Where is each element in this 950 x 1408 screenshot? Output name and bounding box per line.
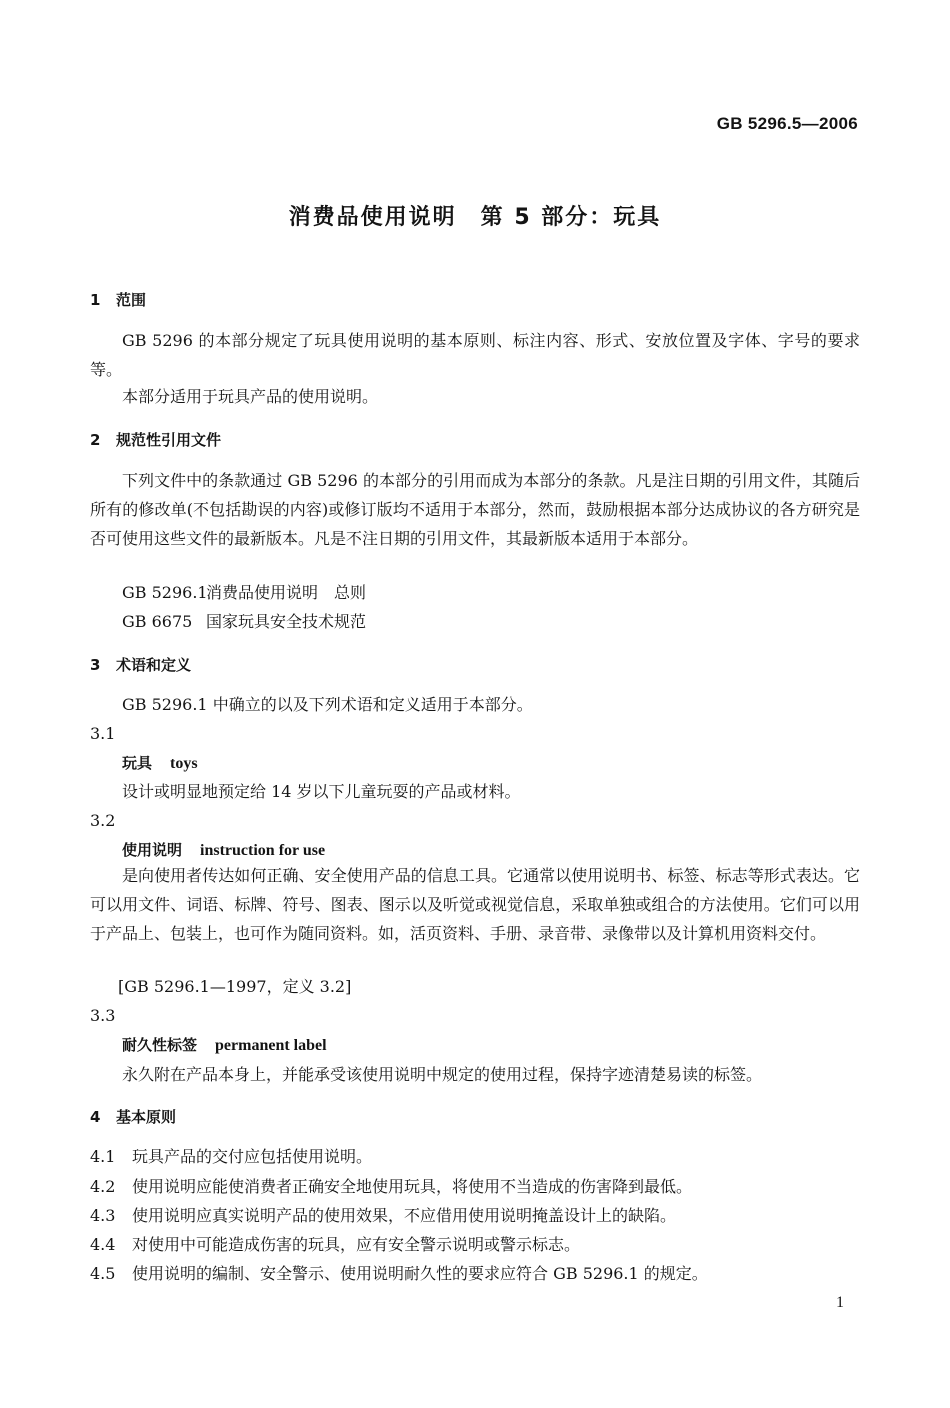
term-en: instruction for use <box>200 842 326 859</box>
clause-text: 对使用中可能造成伤害的玩具，应有安全警示说明或警示标志。 <box>132 1235 581 1254</box>
clause-number: 4.3 <box>90 1206 116 1225</box>
clause <box>90 1235 580 1255</box>
clause-number: 4.4 <box>90 1235 116 1254</box>
section-2-heading <box>90 430 221 450</box>
reference-code: GB 5296.1 <box>122 583 208 602</box>
section-title: 规范性引用文件 <box>116 431 222 449</box>
term-number: 3.3 <box>90 1006 116 1025</box>
term-number: 3.2 <box>90 811 116 830</box>
term-zh: 耐久性标签 <box>122 1036 198 1054</box>
page-number: 1 <box>836 1294 844 1311</box>
paragraph: GB 5296.1 中确立的以及下列术语和定义适用于本部分。 <box>122 695 533 714</box>
section-title: 范围 <box>116 291 147 309</box>
term-en: permanent label <box>215 1037 327 1054</box>
clause-text: 使用说明应真实说明产品的使用效果，不应借用使用说明掩盖设计上的缺陷。 <box>132 1206 677 1225</box>
term-entry <box>122 1035 327 1056</box>
reference-title: 国家玩具安全技术规范 <box>206 612 367 631</box>
section-3-heading <box>90 655 191 675</box>
section-number: 2 <box>90 431 101 449</box>
term-definition: 永久附在产品本身上，并能承受该使用说明中规定的使用过程，保持字迹清楚易读的标签。 <box>122 1065 763 1084</box>
clause-number: 4.1 <box>90 1147 116 1166</box>
term-definition: 设计或明显地预定给 14 岁以下儿童玩耍的产品或材料。 <box>122 782 521 801</box>
standard-code: GB 5296.5—2006 <box>716 114 858 133</box>
reference-title: 消费品使用说明 总则 <box>206 583 367 602</box>
term-zh: 使用说明 <box>122 841 183 859</box>
section-title: 基本原则 <box>116 1108 177 1126</box>
paragraph: GB 5296 的本部分规定了玩具使用说明的基本原则、标注内容、形式、安放位置及字体、字号的要求等。 <box>90 331 860 379</box>
clause-text: 玩具产品的交付应包括使用说明。 <box>132 1147 373 1166</box>
term-zh: 玩具 <box>122 754 153 772</box>
section-number: 1 <box>90 291 101 309</box>
section-title: 术语和定义 <box>116 656 192 674</box>
term-source: [GB 5296.1—1997，定义 3.2] <box>118 977 352 996</box>
reference-code: GB 6675 <box>122 612 193 631</box>
section-number: 4 <box>90 1108 101 1126</box>
section-4-heading <box>90 1107 176 1127</box>
term-entry <box>122 753 198 774</box>
clause-number: 4.5 <box>90 1264 116 1283</box>
section-number: 3 <box>90 656 101 674</box>
clause <box>90 1147 372 1167</box>
term-entry <box>122 840 325 861</box>
paragraph: 下列文件中的条款通过 GB 5296 的本部分的引用而成为本部分的条款。凡是注日期的引用文件，其随后所有的修改单(不包括勘误的内容)或修订版均不适用于本部分，然而，鼓励根据本部分达成协议的各方研究是否可使用这些文件的最新版本。凡是不注日期的引用文件，其最新版本适用于本部分。 <box>90 471 860 548</box>
clause-text: 使用说明的编制、安全警示、使用说明耐久性的要求应符合 GB 5296.1 的规定。 <box>132 1264 708 1283</box>
reference-item <box>122 612 366 632</box>
clause <box>90 1206 676 1226</box>
paragraph: 本部分适用于玩具产品的使用说明。 <box>122 387 379 406</box>
term-definition: 是向使用者传达如何正确、安全使用产品的信息工具。它通常以使用说明书、标签、标志等形式表达。它可以用文件、词语、标牌、符号、图表、图示以及听觉或视觉信息，采取单独或组合的方法使用。它们可以用于产品上、包装上，也可作为随同资料。如，活页资料、手册、录音带、录像带以及计算机用资料交付。 <box>90 866 860 943</box>
document-title: 消费品使用说明 第 5 部分：玩具 <box>288 205 662 230</box>
clause-text: 使用说明应能使消费者正确安全地使用玩具，将使用不当造成的伤害降到最低。 <box>132 1177 693 1196</box>
clause <box>90 1177 692 1197</box>
clause <box>90 1264 708 1284</box>
reference-item <box>122 583 366 603</box>
clause-number: 4.2 <box>90 1177 116 1196</box>
term-en: toys <box>170 755 198 772</box>
section-1-heading <box>90 290 146 310</box>
term-number: 3.1 <box>90 724 116 743</box>
